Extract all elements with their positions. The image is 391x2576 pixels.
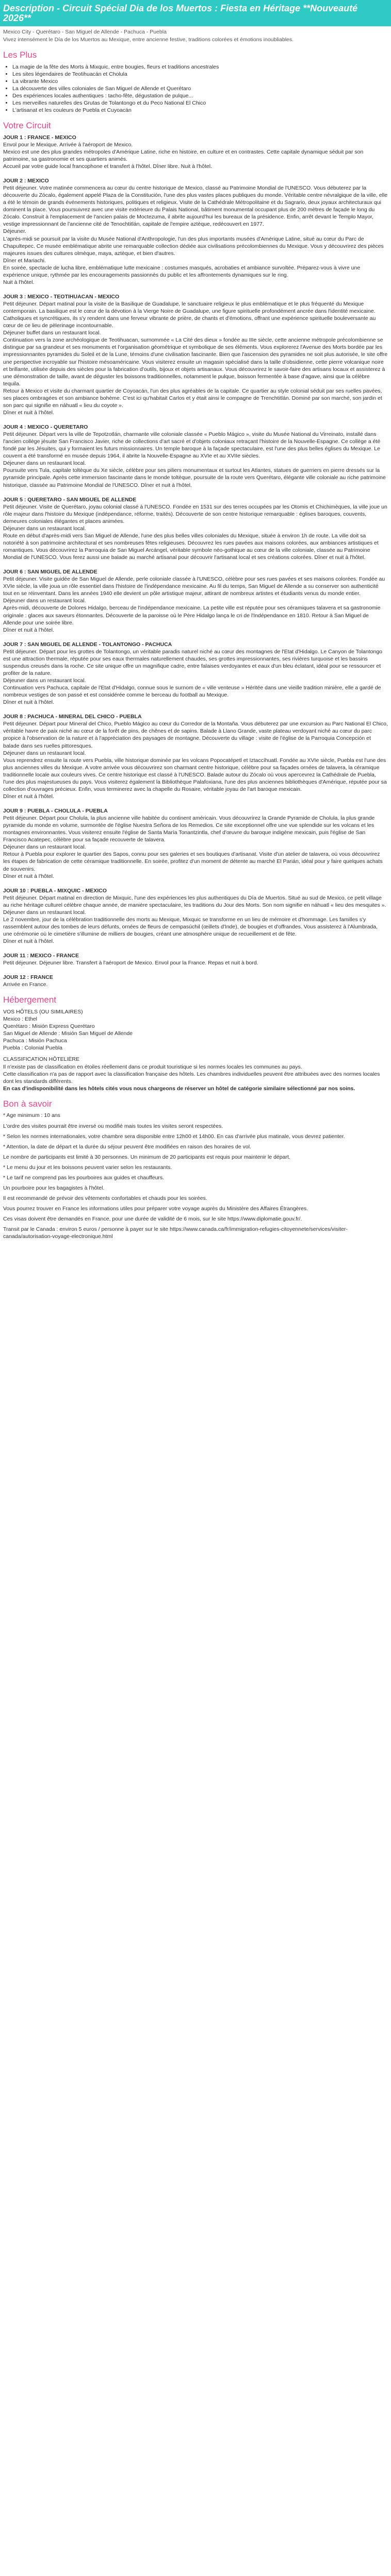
- plus-item: • Les merveilles naturelles des Grutas de Tolantongo et du Peco National El Chico: [12, 99, 388, 107]
- hotel-line: Puebla : Colonial Puebla: [3, 1045, 62, 1052]
- day-title: JOUR 8 : PACHUCA - MINERAL DEL CHICO - PUEBLA: [3, 714, 142, 720]
- day-paragraph: Petit déjeuner. Visite guidée de San Miguel de Allende, perle coloniale classée à l'UNESCO, célèbre pour ses rues pavées et ses maisons colorées. Fondée au XVIe siècle, la ville joua un rôle essentiel dans l'histoire de l'indépendance mexicaine. Au fil du temps, San Miguel de Allende a su conserver son authenticité tout en se réinventant. Dans les années 1940 elle devient un pôle artistique majeur, attirant de nombreux artistes et étudiants venus du monde entier.: [3, 576, 385, 597]
- day-paragraph: Arrivée en France.: [3, 981, 48, 988]
- plus-item: • Des expériences locales authentiques : tacho-fête, dégustation de pulque...: [12, 92, 388, 99]
- circuit-days: [3, 134, 388, 989]
- day-title: JOUR 4 : MEXICO - QUERETARO: [3, 424, 88, 431]
- day-block: [3, 423, 388, 489]
- day-paragraph: Petit déjeuner. Départ vers la ville de Tepotzotlán, charmante ville coloniale classée « Pueblo Mágico », visite du Musée National du Virreinato, installé dans l'ancien collège jésuite San Francisco Javier, riche de collections d'art sacré et d'objets coloniaux retraçant l'histoire de la Nouvelle-Espagne. Ce collège a été fondé par les Jésuites, qui y formaient les futurs missionnaires. Un temple baroque à la façade spectaculaire, est l'une des plus belles églises du Mexique. Le couvent a été transformé en musée depuis 1964, il abrite la Nouvelle-Espagne au XVIe et au XVIIe siècles.: [3, 431, 381, 460]
- day-title: JOUR 9 : PUEBLA - CHOLULA - PUEBLA: [3, 808, 108, 815]
- day-block: [3, 134, 388, 170]
- day-paragraph: Retour à Puebla pour explorer le quartier des Sapos, connu pour ses galeries et ses boutiques d'artisanat. Visite d'un atelier de talavera, où vous découvrirez les étapes de fabrication de cette céramique traditionnelle. En soirée, profitez d'un moment de détente au marché El Parián, idéal pour y faire quelques achats de souvenirs.: [3, 851, 383, 872]
- classification-notice: Cette classification n'a pas de rapport avec la classification française des hôtels. Les chambres individuelles peuvent être attribuées avec des normes locales dont les standards différents.: [3, 1071, 380, 1084]
- day-block: [3, 568, 388, 634]
- day-paragraph: Dîner et nuit à l'hôtel.: [3, 793, 54, 800]
- day-paragraph: Petit déjeuner. Départ pour Mineral del Chico, Pueblo Mágico au cœur du Corredor de la Montaña. Vous débuterez par une excursion au Parc National El Chico, véritable havre de paix niché au cœur de la forêt de pins, de chênes et de sapins. Balade à Llano Grande, vaste plateau verdoyant niché au cœur du parc propice à l'observation de la nature et à l'appréciation des paysages de montagne. Découverte du village : visite de l'église de la Parroquia Concepción et balade dans ses ruelles pittoresques.: [3, 721, 388, 749]
- day-block: [3, 952, 388, 967]
- day-paragraph: Dîner et nuit à l'hôtel.: [3, 626, 54, 633]
- bon-item: * Le tarif ne comprend pas les pourboires aux guides et chauffeurs.: [3, 1174, 165, 1181]
- day-paragraph: Dîner et Mariachi.: [3, 257, 46, 264]
- day-paragraph: Le 2 novembre, jour de la célébration traditionnelle des morts au Mexique, Mixquic se transforme en un lieu de mémoire et d'hommage. Les familles s'y rassemblent autour des tombes de leurs défunts, ornées de fleurs de cempasúchil (œillets d'Inde), de bougies et d'offrandes. Vous assisterez à l'Alumbrada, une cérémonie où le cimetière s'illumine de milliers de bougies, créant une atmosphère unique de recueillement et de fête.: [3, 916, 378, 938]
- day-paragraph: Déjeuner dans un restaurant local.: [3, 909, 86, 916]
- bon-item: * Age minimum : 10 ans: [3, 1112, 60, 1119]
- hotel-availability-note: En cas d'indisponibilité dans les hôtels cités vous nous chargeons de réserver un hôtel de catégorie similaire sélectionné par nos soins.: [3, 1085, 355, 1092]
- day-title: JOUR 6 : SAN MIGUEL DE ALLENDE: [3, 569, 97, 575]
- hotel-line: Pachuca : Misión Pachuca: [3, 1038, 67, 1044]
- day-paragraph: Déjeuner dans un restaurant local.: [3, 844, 86, 851]
- plus-item: • La vibrante Mexico: [12, 78, 388, 85]
- section-title-bon-a-savoir: Bon à savoir: [3, 1098, 52, 1109]
- day-paragraph: Dîner et nuit à l'hôtel.: [3, 938, 54, 945]
- plus-item: • La découverte des villes coloniales de San Miguel de Allende et Querétaro: [12, 85, 388, 92]
- bon-item: Il est recommandé de prévoir des vêtements confortables et chauds pour les soirées.: [3, 1195, 207, 1201]
- day-title: JOUR 12 : FRANCE: [3, 974, 53, 981]
- classification-text: Il n'existe pas de classification en étoiles réellement dans ce produit touristique si les normes locales les communes au pays.: [3, 1063, 302, 1070]
- day-title: JOUR 2 : MEXICO: [3, 178, 49, 184]
- bon-item: Le nombre de participants est limité à 30 personnes. Un minimum de 20 participants est requis pour maintenir le départ.: [3, 1154, 290, 1160]
- classification-title: CLASSIFICATION HÔTELIÈRE: [3, 1056, 79, 1063]
- day-paragraph: Petit déjeuner. Départ matinal pour la visite de la Basilique de Guadalupe, le sanctuaire religieux le plus emblématique et le plus fréquenté du Mexique contemporain. La basilique est le cœur de la dévotion à la Vierge Noire de Guadalupe, une figure spirituelle profondément ancrée dans l'identité mexicaine. Catholiques et syncrétiques, ils s'y rendent dans une ferveur vibrante de prière, de chants et d'émotions, offrant une expérience spirituelle bouleversante au cœur de ce lieu de pèlerinage incontournable.: [3, 301, 376, 329]
- day-paragraph: Déjeuner dans un restaurant local.: [3, 677, 86, 684]
- day-paragraph: Accueil par votre guide local francophone et transfert à l'hôtel. Dîner libre. Nuit à l'hôtel.: [3, 163, 212, 170]
- bon-item: * Selon les normes internationales, votre chambre sera disponible entre 12h00 et 14h00. En cas d'arrivée plus matinale, vous devrez patienter.: [3, 1133, 345, 1140]
- route-line: Mexico City - Querétaro - San Miguel de Allende - Pachuca - Puebla: [3, 28, 167, 35]
- title-banner: [0, 0, 391, 26]
- page-title: Description - Circuit Spécial Dia de los Muertos : Fiesta en Héritage **Nouveauté 2026**: [3, 3, 358, 23]
- day-paragraph: Envol pour le Mexique. Arrivée à l'aéroport de Mexico.: [3, 141, 133, 148]
- day-paragraph: Petit déjeuner. Départ pour Cholula, la plus ancienne ville habitée du continent américain. Vous découvrirez la Grande Pyramide de Cholula, la plus grande pyramide du monde en volume, surmontée de l'église Nuestra Señora de los Remedios. Ce site exceptionnel offre une vue splendide sur les volcans et les montagnes environnantes. Vous visiterez ensuite l'église de Santa María Tonantzintla, chef d'œuvre du baroque indigène mexicain, puis l'église de San Francisco Acatepec, célèbre pour sa façade recouverte de talavera.: [3, 815, 375, 843]
- day-paragraph: Petit déjeuner. Départ pour les grottes de Tolantongo, un véritable paradis naturel niché au cœur des montagnes de l'Etat d'Hidalgo. Le Canyon de Tolantongo est une attraction thermale, réputée pour ses eaux thermales naturellement chaudes, ses grottes impressionnantes, ses rivières turquoise et les bassins suspendus creusés dans la roche. Ce site unique offre un magnifique cadre, entre falaises verdoyantes et eaux d'un bleu éclatant, idéal pour se ressourcer et profiter de la nature.: [3, 648, 383, 676]
- plus-item: • Les sites légendaires de Teotihuacán et Cholula: [12, 71, 388, 78]
- hotel-line: San Miguel de Allende : Misión San Miguel de Allende: [3, 1030, 133, 1037]
- day-paragraph: Continuation vers Pachuca, capitale de l'Etat d'Hidalgo, connue sous le surnom de « ville venteuse » Héritée dans une vieille tradition minière, elle a gardé de nombreux vestiges de son passé et est considérée comme le berceau du football au Mexique.: [3, 685, 381, 699]
- day-paragraph: Déjeuner buffet dans un restaurant local.: [3, 330, 101, 336]
- day-paragraph: L'après-midi se poursuit par la visite du Musée National d'Anthropologie, l'un des plus importants musées d'Amérique Latine, situé au cœur du Parc de Chapultepec. Ce musée emblématique abrite une remarquable collection dédiée aux civilisations précolombiennes du Mexique. Vous y découvrirez des pièces majeures issues des cultures olmèque, maya, aztèque, et bien d'autres.: [3, 235, 384, 257]
- spacer: [3, 1052, 388, 1056]
- hotels-subtitle: VOS HÔTELS (OU SIMILAIRES): [3, 1009, 83, 1015]
- section-title-plus: Les Plus: [3, 49, 37, 60]
- day-title: JOUR 7 : SAN MIGUEL DE ALLENDE - TOLANTONGO - PACHUCA: [3, 641, 172, 648]
- day-title: JOUR 1 : FRANCE - MEXICO: [3, 134, 76, 141]
- day-title: JOUR 3 : MEXICO - TEOTIHUACAN - MEXICO: [3, 293, 120, 300]
- plus-item: • L'artisanat et les couleurs de Puebla et Cuyoacán: [12, 107, 388, 114]
- day-paragraph: Déjeuner dans un restaurant local.: [3, 460, 86, 467]
- bon-item: L'ordre des visites pourrait être inversé ou modifié mais toutes les visites seront respectées.: [3, 1123, 223, 1129]
- page: [0, 0, 391, 1240]
- bon-item: Transit par le Canada : environ 5 euros / personne à payer sur le site https://www.canada.ca/fr/immigration-refugies-citoyennete/services/visiter-canada/autorisation-voyage-electronique.html: [3, 1226, 348, 1240]
- bon-item: * Attention, la date de départ et la durée du séjour peuvent être modifiées en raison des horaires de vol.: [3, 1143, 251, 1150]
- content: [0, 28, 391, 1241]
- day-paragraph: Après-midi, découverte de Dolores Hidalgo, berceau de l'indépendance mexicaine. La petite ville est réputée pour ses céramiques talavera et sa gastronomie originale : glaces aux saveurs étonnantes. Découverte de la paroisse où le Père Hidalgo lança le cri de l'Indépendance en 1810. Retour à San Miguel de Allende pour une soirée libre.: [3, 605, 381, 626]
- day-paragraph: En soirée, spectacle de lucha libre, emblématique lutte mexicaine : costumes masqués, acrobaties et ambiance survoltée. Préparez-vous à vivre une expérience unique, rythmée par les encouragements passionnés du public et les affrontements dynamiques sur le ring.: [3, 264, 361, 278]
- day-block: [3, 293, 388, 416]
- plus-item: • La magie de la fête des Morts à Mixquic, entre bougies, fleurs et traditions ancestrales: [12, 63, 388, 71]
- day-block: [3, 807, 388, 880]
- day-paragraph: Poursuite vers Tula, capitale toltèque du Xe siècle, célèbre pour ses piliers monumentaux et surtout les Atlantes, statues de guerriers en pierre dressés sur la pyramide principale. Après cette immersion fascinante dans le monde toltèque, poursuite de la route vers Querétaro, élégante ville coloniale au riche patrimoine historique, classée au Patrimoine Mondial de l'UNESCO. Dîner et nuit à l'hôtel.: [3, 467, 386, 488]
- day-block: [3, 887, 388, 945]
- day-paragraph: Déjeuner dans un restaurant local.: [3, 598, 86, 604]
- hotel-line: Mexico : Ethel: [3, 1016, 37, 1023]
- day-paragraph: Retour à Mexico et visite du charmant quartier de Coyoacán, l'un des plus agréables de la capitale. Ce quartier au style colonial séduit par ses ruelles pavées, ses places ombragées et son ambiance bohème. C'est ici qu'habitait Carlos et y était ainsi le compagne de Trenchtitlán. Dominé par son marché, son jardin et son parc qui signifie en náhuatl « lieu du coyote ».: [3, 387, 382, 409]
- bon-item: Vous pourrez trouver en France les informations utiles pour préparer votre voyage auprès du Ministère des Affaires Étrangères.: [3, 1206, 308, 1212]
- day-paragraph: Dîner et nuit à l'hôtel.: [3, 873, 54, 879]
- day-paragraph: Petit déjeuner. Votre matinée commencera au cœur du centre historique de Mexico, classé au Patrimoine Mondial de l'UNESCO. Vous débuterez par la découverte du Zócalo, également appelé Plaza de la Constitución, l'une des plus vastes places publiques du monde. Véritable centre névralgique de la ville, elle a été le témoin de grands événements historiques, politiques et religieux. Visite de la Cathédrale Métropolitaine et du Sagrario, deux joyaux architecturaux qui dominent la place. Vous poursuivrez avec une visite extérieure du Palais National, bâtiment monumental occupant plus de 200 mètres de façade le long du Zócalo. Construit à l'emplacement de l'ancien palais de Moctezuma, il abrite aujourd'hui les bureaux de la présidence. Enfin, arrêt devant le Templo Mayor, vestige impressionnant de l'ancienne cité de Tenochtitlán, capitale de l'empire aztèque, redécouvert en 1977.: [3, 185, 388, 228]
- day-block: [3, 177, 388, 286]
- bon-item: * Le menu du jour et les boissons peuvent varier selon les restaurants.: [3, 1164, 172, 1171]
- hotel-line: Querétaro : Misión Express Querétaro: [3, 1023, 95, 1030]
- section-title-hebergement: Hébergement: [3, 995, 57, 1005]
- day-paragraph: Déjeuner dans un restaurant local.: [3, 750, 86, 756]
- day-paragraph: Route en début d'après-midi vers San Miguel de Allende, l'une des plus belles villes coloniales du Mexique, située à environ 1h de route. La ville doit sa notoriété à son patrimoine architectural et ses nombreuses fêtes religieuses. Découvrez les rues pavées aux maisons colorées, aux ambiances artistiques et romantiques. Vous découvrirez la Parroquia de San Miguel Arcángel, véritable symbole néo-gothique au cœur de la ville coloniale, classée au Patrimoine Mondial de l'UNESCO. Vous ferez aussi une balade au marché artisanal pour découvrir l'artisanat local et ses créations colorées. Dîner et nuit à l'hôtel.: [3, 532, 379, 561]
- day-paragraph: Petit déjeuner. Visite de Querétaro, joyau colonial classé à l'UNESCO. Fondée en 1531 sur des terres occupées par les Otomis et Chichimèques, la ville joue un rôle majeur dans l'histoire du Mexique (indépendance, réforme, traités). Découverte de son centre historique remarquable : églises baroques, couvents, demeures coloniales élégantes et places animées.: [3, 503, 387, 524]
- day-paragraph: Déjeuner.: [3, 228, 26, 235]
- day-paragraph: Continuation vers la zone archéologique de Teotihuacan, surnommée « La Cité des dieux » fondée au IIIe siècle, cette ancienne métropole précolombienne se distingue par sa grandeur et ses monuments et l'organisation géométrique et symbolique de ses éléments. Vous explorerez l'Avenue des Morts bordée par les impressionnantes pyramides du Soleil et de la Lune, témoins d'une civilisation fascinante. Bien que l'ascension des pyramides ne soit plus autorisée, le site offre une perspective incroyable sur l'histoire mésoaméricaine. Vous visiterez ensuite un magasin spécialisé dans la taille d'obsidienne, cette pierre volcanique noire et brillante, utilisée depuis des siècles pour la fabrication d'outils, bijoux et objets artisanaux. Vous découvrirez le savoir-faire des artisans locaux et assisterez à une démonstration de taille, avant de déguster les boissons traditionnelles, notamment le pulque, boisson fermentée à base d'agave, ainsi que la célèbre tequila.: [3, 337, 388, 387]
- day-paragraph: Petit déjeuner. Départ matinal en direction de Mixquic, l'une des expériences les plus authentiques du Día de Muertos. Situé au sud de Mexico, ce petit village au riche héritage culturel célèbre chaque année, de manière spectaculaire, les traditions du Jour des Morts. Son nom signifie en náhuatl « lieu des mesquites ».: [3, 894, 386, 908]
- section-title-circuit: Votre Circuit: [3, 121, 51, 131]
- day-block: [3, 496, 388, 562]
- intro-text: Vivez intensément le Día de los Muertos au Mexique, entre ancienne festive, traditions colorées et émotions inoubliables.: [3, 36, 294, 43]
- day-title: JOUR 10 : PUEBLA - MIXQUIC - MEXICO: [3, 887, 107, 894]
- day-block: [3, 713, 388, 800]
- day-paragraph: Petit déjeuner. Déjeuner libre. Transfert à l'aéroport de Mexico. Envol pour la France. Repas et nuit à bord.: [3, 960, 258, 967]
- day-block: [3, 641, 388, 706]
- day-paragraph: Vous reprendrez ensuite la route vers Puebla, ville historique dominée par les volcans Popocatépetl et Iztaccíhuatl. Fondée au XVIe siècle, Puebla est l'une des plus anciennes villes du Mexique. A votre arrivée vous découvrirez son charmant centre historique, célèbre pour sa façades ornées de talavera, la céramique traditionnelle locale aux couleurs vives. Ce centre historique est classé à l'UNESCO. Balade autour du Zócalo où vous apercevrez la Cathédrale de Puebla, l'une des plus majestueuses du pays. Vous visiterez également la Bibliothèque Palafoxiana, l'une des plus anciennes bibliothèques d'Amérique, réputée pour sa collection d'ouvrages précieux. Enfin, vous terminerez avec la chapelle du Rosaire, véritable joyau de l'art baroque mexicain.: [3, 757, 387, 792]
- bon-item: Ces visas doivent être demandés en France, pour une durée de validité de 6 mois, sur le site https://www.diplomatie.gouv.fr/.: [3, 1216, 302, 1223]
- day-paragraph: Dîner et nuit à l'hôtel.: [3, 409, 54, 416]
- day-paragraph: Nuit à l'hôtel.: [3, 279, 35, 285]
- day-paragraph: Déjeuner dans un restaurant local.: [3, 525, 86, 532]
- day-title: JOUR 5 : QUERETARO - SAN MIGUEL DE ALLENDE: [3, 496, 137, 503]
- day-title: JOUR 11 : MEXICO - FRANCE: [3, 953, 79, 959]
- day-block: [3, 974, 388, 988]
- bon-item: Un pourboire pour les bagagistes à l'hôtel.: [3, 1184, 105, 1191]
- plus-list: [3, 63, 388, 114]
- day-paragraph: Dîner et nuit à l'hôtel.: [3, 699, 54, 706]
- day-paragraph: Mexico est une des plus grandes métropoles d'Amérique Latine, riche en histoire, en culture et en contrastes. Cette capitale dynamique séduit par son patrimoine, sa gastronomie et ses quartiers animés.: [3, 148, 364, 162]
